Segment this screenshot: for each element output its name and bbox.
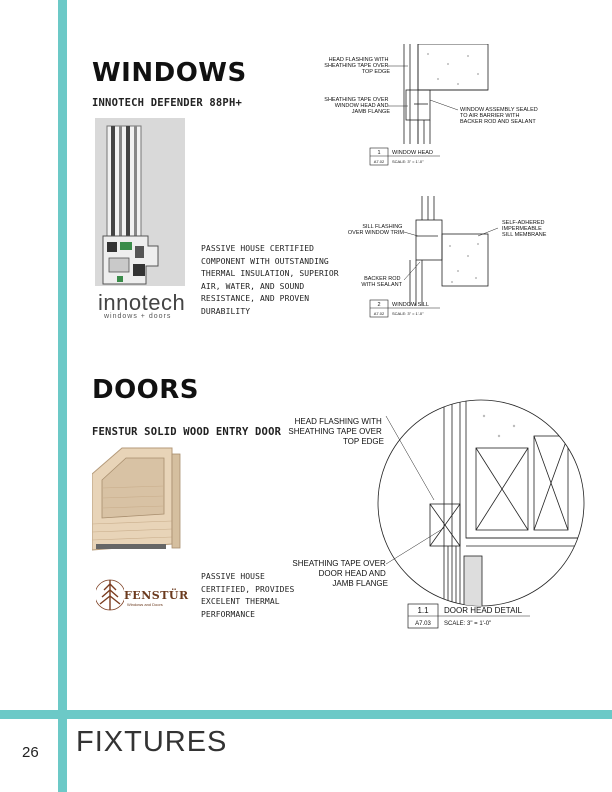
accent-bar-vertical bbox=[58, 0, 67, 792]
window-sill-tag-sheet: A7.02 bbox=[373, 311, 385, 316]
door-head-tag-scale: SCALE: 3" = 1'-0" bbox=[444, 621, 492, 627]
doors-description-line: CERTIFIED, PROVIDES bbox=[201, 584, 295, 594]
window-head-tag bbox=[370, 148, 440, 165]
door-head-callout-flashing: HEAD FLASHING WITH SHEATHING TAPE OVER TOP EDGE bbox=[288, 417, 384, 446]
window-head-detail bbox=[318, 44, 602, 172]
window-head-callout-tape: SHEATHING TAPE OVER WINDOW HEAD AND JAMB FLANGE bbox=[324, 97, 390, 115]
window-head-tag-scale: SCALE: 3" = 1'-0" bbox=[392, 159, 424, 164]
section-title: FIXTURES bbox=[76, 726, 228, 758]
doors-description-line: PERFORMANCE bbox=[201, 609, 256, 619]
window-sill-detail bbox=[318, 196, 602, 324]
window-head-callout-flashing: HEAD FLASHING WITH SHEATHING TAPE OVER TOP EDGE bbox=[324, 57, 390, 75]
doors-product-name: FENSTUR SOLID WOOD ENTRY DOOR bbox=[92, 426, 282, 438]
doors-heading: DOORS bbox=[92, 375, 200, 405]
window-head-tag-title: WINDOW HEAD bbox=[392, 150, 433, 156]
fenstur-logo-tagline: Windows and Doors bbox=[127, 602, 163, 607]
window-sill-tag-number: 2 bbox=[377, 302, 381, 308]
windows-description-line: AIR, WATER, AND SOUND bbox=[201, 281, 305, 291]
window-sill-callout-backer-rod: BACKER ROD WITH SEALANT bbox=[361, 276, 402, 288]
fenstur-tree-icon bbox=[96, 578, 124, 612]
windows-description-line: THERMAL INSULATION, SUPERIOR bbox=[201, 269, 339, 278]
accent-bar-horizontal bbox=[0, 710, 612, 719]
door-head-tag-sheet: A7.03 bbox=[415, 621, 431, 627]
fenstur-logo: FENSTÜR bbox=[124, 589, 189, 602]
innotech-logo: innotech bbox=[98, 290, 186, 315]
page-number: 26 bbox=[22, 744, 39, 761]
window-sill-tag-scale: SCALE: 3" = 1'-0" bbox=[392, 311, 424, 316]
door-head-callout-tape: SHEATHING TAPE OVER DOOR HEAD AND JAMB FLANGE bbox=[292, 559, 388, 588]
doors-description bbox=[201, 571, 294, 621]
window-sill-callout-flashing: SILL FLASHING OVER WINDOW TRIM bbox=[347, 224, 404, 236]
windows-description-line: COMPONENT WITH OUTSTANDING bbox=[201, 256, 329, 266]
innotech-logo-tagline: windows + doors bbox=[104, 313, 172, 320]
window-head-tag-number: 1 bbox=[377, 150, 381, 156]
window-sill-tag bbox=[370, 300, 440, 317]
door-head-tag-title: DOOR HEAD DETAIL bbox=[444, 606, 523, 615]
window-head-callout-assembly: WINDOW ASSEMBLY SEALED TO AIR BARRIER WITH BACKER ROD AND SEALANT bbox=[460, 107, 538, 125]
doors-description-line: EXCELENT THERMAL bbox=[201, 597, 280, 606]
door-product-photo bbox=[92, 444, 184, 554]
windows-description-line: DURABILITY bbox=[201, 306, 251, 316]
windows-heading: WINDOWS bbox=[92, 58, 247, 88]
door-head-tag-number: 1.1 bbox=[417, 606, 429, 615]
windows-product-name: INNOTECH DEFENDER 88PH+ bbox=[92, 97, 242, 109]
window-head-tag-sheet: A7.02 bbox=[373, 159, 385, 164]
window-sill-callout-membrane: SELF-ADHERED IMPERMEABLE SILL MEMBRANE bbox=[502, 220, 547, 238]
windows-description-line: RESISTANCE, AND PROVEN bbox=[201, 294, 310, 303]
door-head-tag bbox=[408, 604, 530, 628]
windows-description-line: PASSIVE HOUSE CERTIFIED bbox=[201, 244, 315, 253]
door-head-detail bbox=[284, 396, 606, 636]
doors-description-line: PASSIVE HOUSE bbox=[201, 572, 265, 581]
window-sill-tag-title: WINDOW SILL bbox=[392, 302, 429, 308]
